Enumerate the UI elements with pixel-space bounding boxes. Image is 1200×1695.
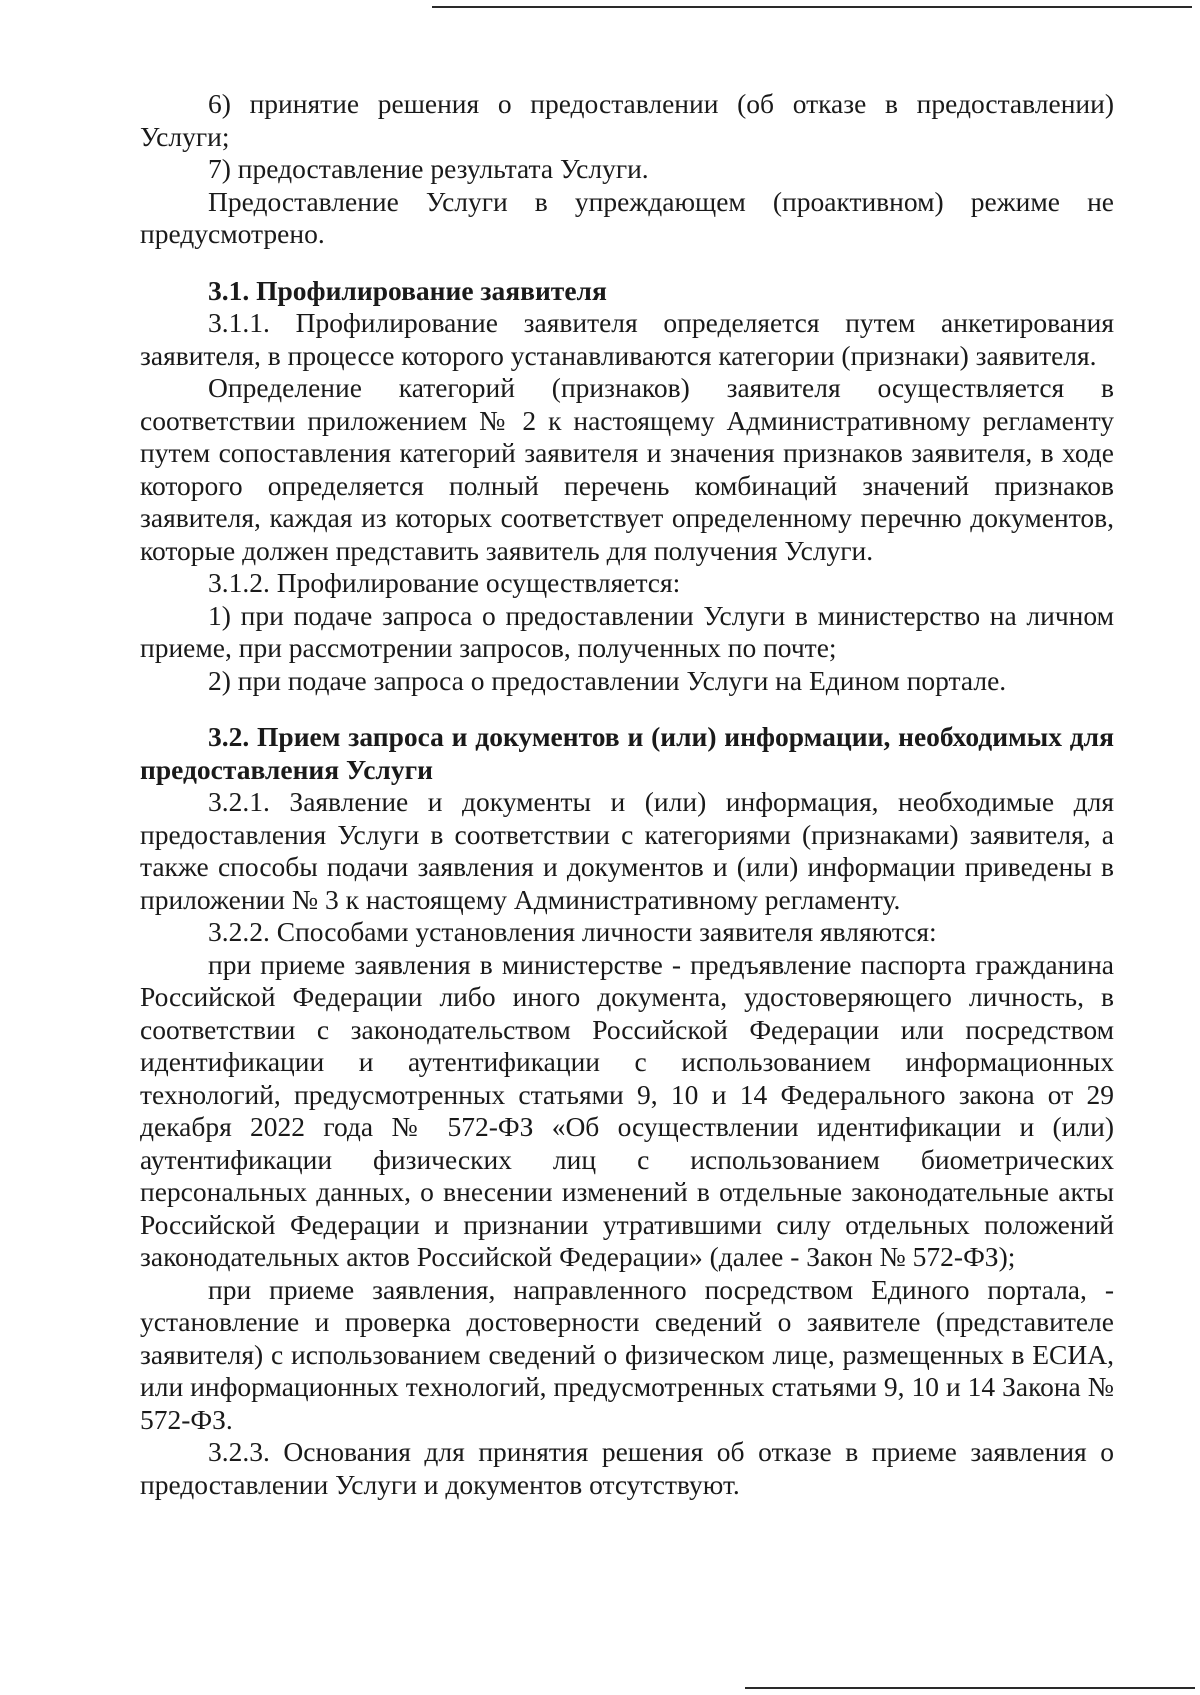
clause-3-2-2: 3.2.2. Способами установления личности заявителя являются: — [208, 916, 937, 947]
scan-edge-line-bottom — [745, 1687, 1195, 1689]
clause-3-2-2-ministry: при приеме заявления в министерстве - предъявление паспорта гражданина Российской Федерации либо иного документа, удостоверяющего личность, в соответствии с законодательством Российской Федерации или посредством идентификации и аутентификации с использованием информационных технологий, предусмотренных статьями 9, 10 и 14 Федерального закона от 29 декабря 2022 года № 572-ФЗ «Об осуществлении идентификации и (или) аутентификации физических лиц с использованием биометрических персональных данных, о внесении изменений в отдельные законодательные акты Российской Федерации и признании утратившими силу отдельных положений законодательных актов Российской Федерации» (далее - Закон № 572-ФЗ); — [140, 948, 1114, 1272]
section-3-1-heading: 3.1. Профилирование заявителя — [208, 274, 607, 306]
proactive-mode-note: Предоставление Услуги в упреждающем (проактивном) режиме не предусмотрено. — [140, 185, 1114, 249]
section-3-2-heading: 3.2. Прием запроса и документов и (или) информации, необходимых для предоставления Услуги — [140, 721, 1114, 785]
document-page — [140, 88, 1114, 1501]
clause-3-1-2-item-2: 2) при подаче запроса о предоставлении Услуги на Едином портале. — [208, 664, 1007, 696]
clause-3-1-2: 3.1.2. Профилирование осуществляется: — [208, 567, 681, 598]
clause-3-1-2-item-1: 1) при подаче запроса о предоставлении Услуги в министерство на личном приеме, при рассмотрении запросов, полученных по почте; — [140, 599, 1114, 663]
clause-3-1-1: 3.1.1. Профилирование заявителя определяется путем анкетирования заявителя, в процессе которого устанавливаются категории (признаки) заявителя. — [140, 307, 1114, 371]
list-item-7: 7) предоставление результата Услуги. — [208, 153, 649, 184]
clause-3-1-1-categories: Определение категорий (признаков) заявителя осуществляется в соответствии приложением № 2 к настоящему Административному регламенту путем сопоставления категорий заявителя и значения признаков заявителя, в ходе которого определяется полный перечень комбинаций значений признаков заявителя, каждая из которых соответствует определенному перечню документов, которые должен представить заявитель для получения Услуги. — [140, 372, 1114, 566]
list-item-6: 6) принятие решения о предоставлении (об отказе в предоставлении) Услуги; — [140, 88, 1114, 152]
clause-3-2-1: 3.2.1. Заявление и документы и (или) информация, необходимые для предоставления Услуги в соответствии с категориями (признаками) заявителя, а также способы подачи заявления и документов и (или) информации приведены в приложении № 3 к настоящему Административному регламенту. — [140, 786, 1114, 915]
clause-3-2-3: 3.2.3. Основания для принятия решения об отказе в приеме заявления о предоставлении Услуги и документов отсутствуют. — [140, 1436, 1114, 1500]
scan-edge-line-top — [432, 6, 1192, 8]
clause-3-2-2-portal: при приеме заявления, направленного посредством Единого портала, - установление и проверка достоверности сведений о заявителе (представителе заявителя) с использованием сведений о физическом лице, размещенных в ЕСИА, или информационных технологий, предусмотренных статьями 9, 10 и 14 Закона № 572-ФЗ. — [140, 1273, 1114, 1435]
